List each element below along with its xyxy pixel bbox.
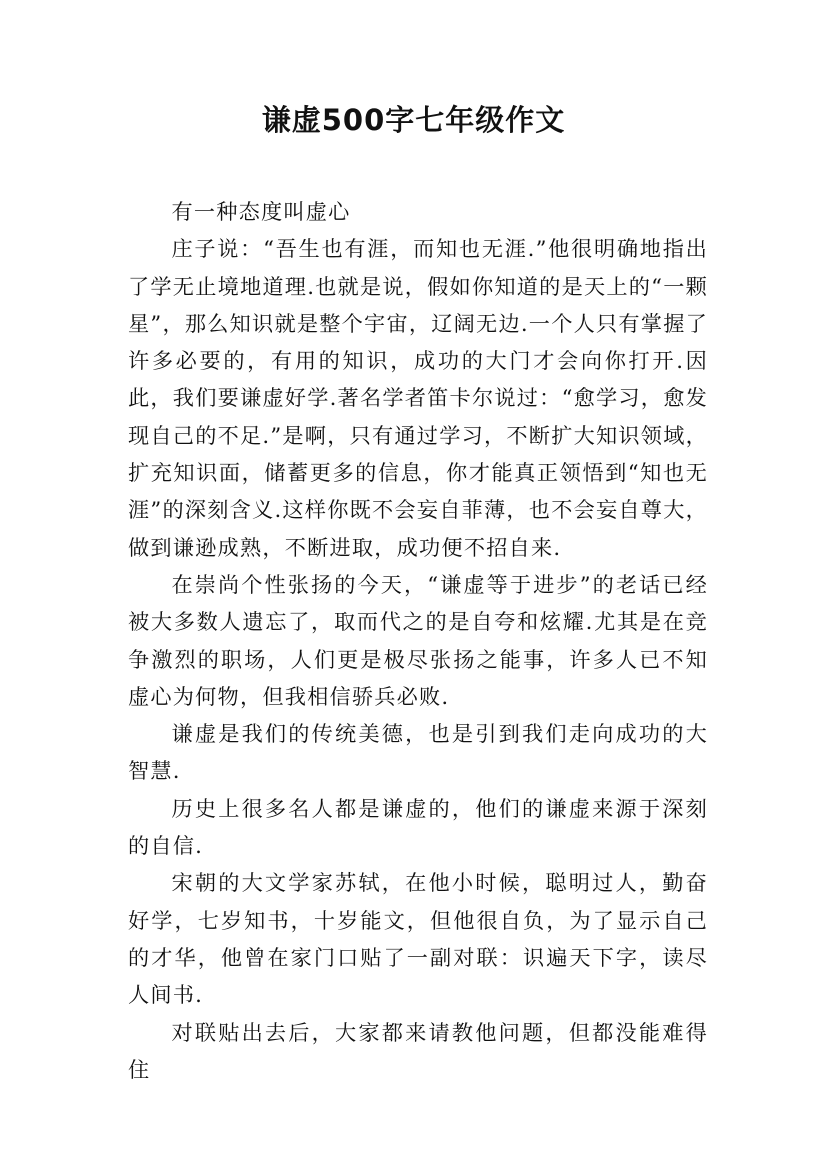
- document-body: [128, 193, 708, 1088]
- paragraph-4: 谦虚是我们的传统美德，也是引到我们走向成功的大智慧.: [128, 721, 708, 784]
- paragraph-1: 有一种态度叫虚心: [171, 199, 351, 224]
- paragraph-2: 庄子说：“吾生也有涯，而知也无涯.”他很明确地指出了学无止境地道理.也就是说，假如你知道的是天上的“一颗星”，那么知识就是整个宇宙，辽阔无边.一个人只有掌握了许多必要的，有用的知识，成功的大门才会向你打开.因此，我们要谦虚好学.著名学者笛卡尔说过：“愈学习，愈发现自己的不足.”是啊，只有通过学习，不断扩大知识领域，扩充知识面，储蓄更多的信息，你才能真正领悟到“知也无涯”的深刻含义.这样你既不会妄自菲薄，也不会妄自尊大，做到谦逊成熟，不断进取，成功便不招自来.: [128, 236, 708, 560]
- paragraph-3: 在崇尚个性张扬的今天，“谦虚等于进步”的老话已经被大多数人遗忘了，取而代之的是自夸和炫耀.尤其是在竞争激烈的职场，人们更是极尽张扬之能事，许多人已不知虚心为何物，但我相信骄兵必败.: [128, 571, 708, 709]
- document-title: 谦虚500字七年级作文: [261, 103, 566, 137]
- paragraph-6: 宋朝的大文学家苏轼，在他小时候，聪明过人，勤奋好学，七岁知书，十岁能文，但他很自负，为了显示自己的才华，他曾在家门口贴了一副对联：识遍天下字，读尽人间书.: [128, 870, 708, 1008]
- paragraph-5: 历史上很多名人都是谦虚的，他们的谦虚来源于深刻的自信.: [128, 795, 708, 859]
- paragraph-7: 对联贴出去后，大家都来请教他问题，但都没能难得住: [128, 1019, 708, 1082]
